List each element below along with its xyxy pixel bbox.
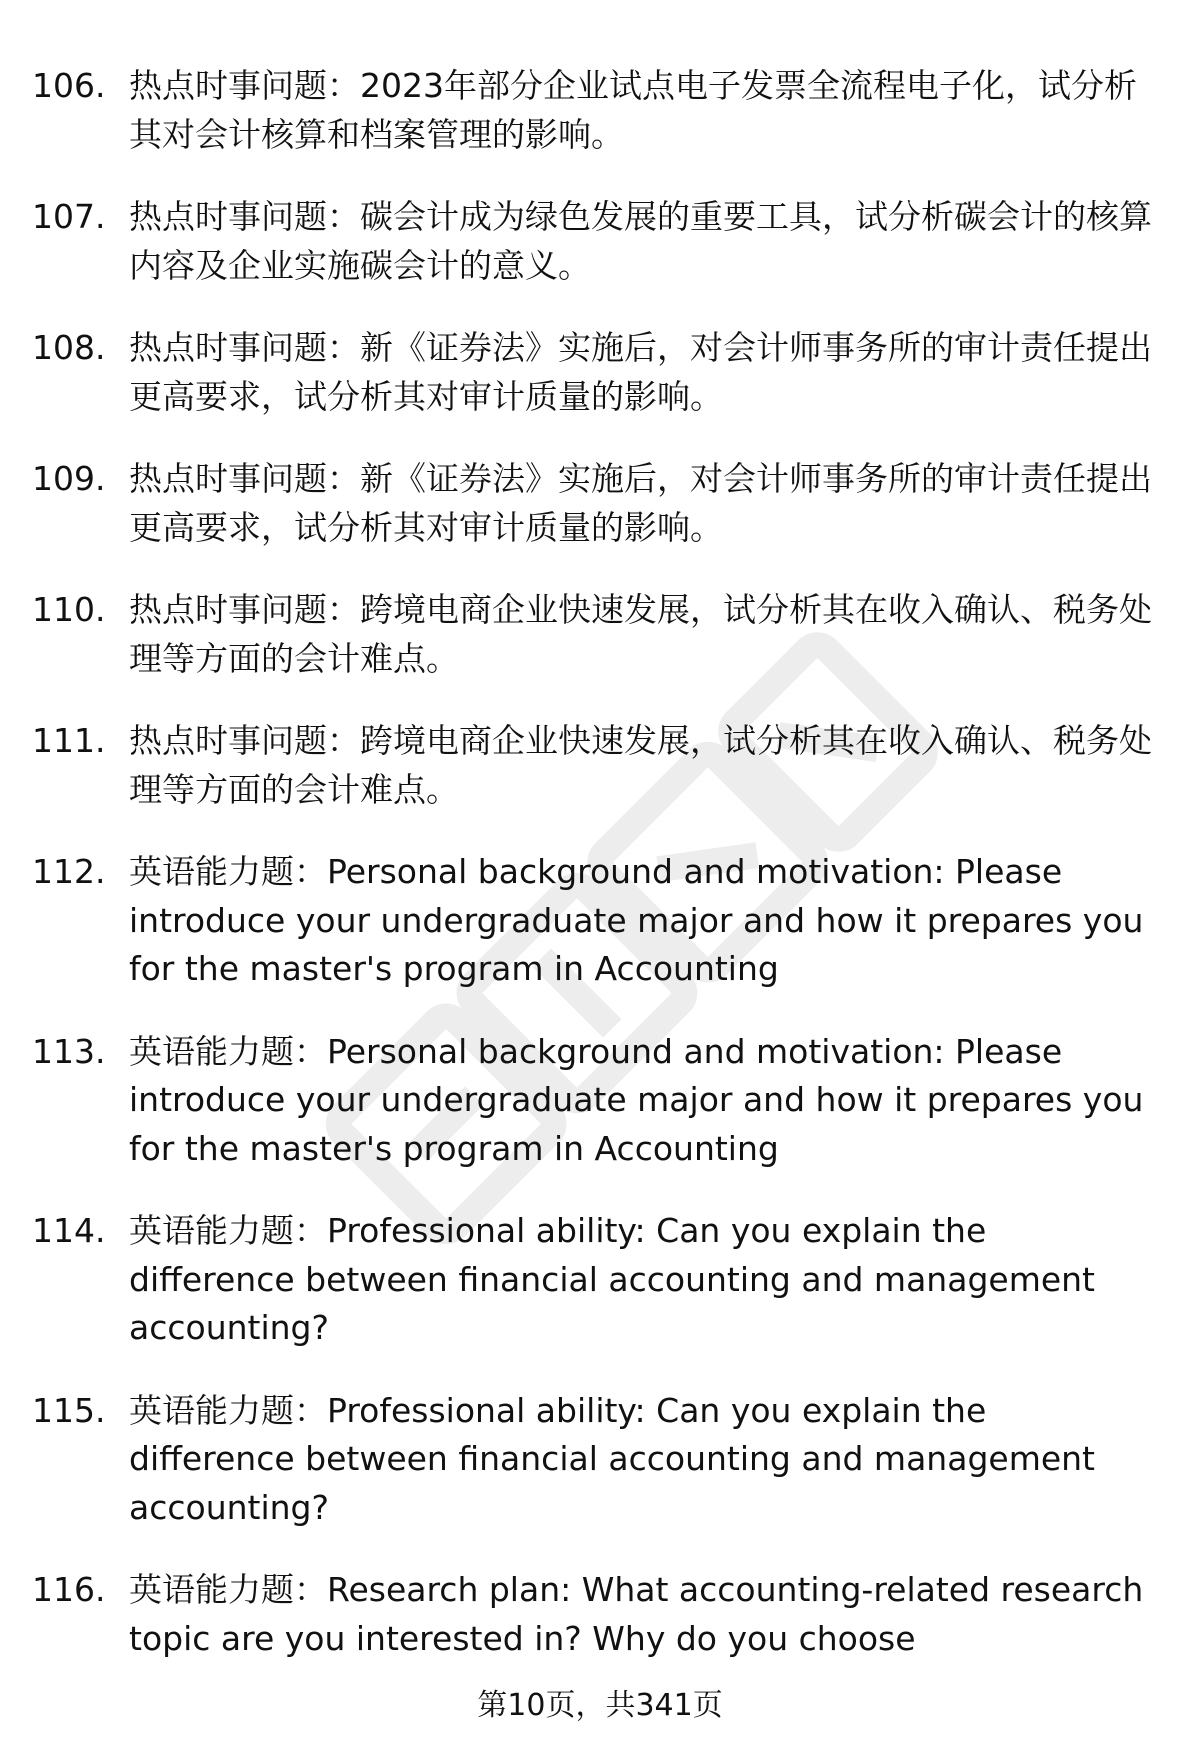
list-item	[0, 62, 1200, 159]
question-text: 热点时事问题：跨境电商企业快速发展，试分析其在收入确认、税务处理等方面的会计难点。	[129, 590, 1152, 678]
question-list	[0, 62, 1200, 1697]
list-item	[0, 717, 1200, 814]
question-text: 热点时事问题：跨境电商企业快速发展，试分析其在收入确认、税务处理等方面的会计难点。	[129, 721, 1152, 809]
question-number: 116.	[32, 1570, 106, 1609]
page-footer: 第10页，共341页	[477, 1688, 723, 1723]
question-number: 106.	[32, 66, 106, 105]
question-text: 英语能力题：Personal background and motivation: Please introduce your undergraduate major and how it prepares you for the master's program in Accounting	[129, 1031, 1144, 1168]
question-number: 111.	[32, 721, 106, 760]
question-number: 113.	[32, 1031, 106, 1071]
question-number: 110.	[32, 590, 106, 629]
list-item	[0, 455, 1200, 552]
question-number: 115.	[32, 1390, 106, 1430]
question-number: 112.	[32, 852, 106, 891]
question-text: 英语能力题：Personal background and motivation: Please introduce your undergraduate major and how it prepares you for the master's program in Accounting	[129, 852, 1144, 988]
question-text: 热点时事问题：新《证券法》实施后，对会计师事务所的审计责任提出更高要求，试分析其对审计质量的影响。	[129, 328, 1152, 416]
question-text: 热点时事问题：2023年部分企业试点电子发票全流程电子化，试分析其对会计核算和档案管理的影响。	[129, 66, 1137, 154]
list-item	[0, 324, 1200, 421]
list-item	[0, 1207, 1200, 1353]
question-text: 英语能力题：Research plan: What accounting-related research topic are you interested in? Why do you choose	[129, 1570, 1144, 1658]
list-item	[0, 586, 1200, 683]
list-item	[0, 1566, 1200, 1663]
question-text: 热点时事问题：碳会计成为绿色发展的重要工具，试分析碳会计的核算内容及企业实施碳会计的意义。	[129, 197, 1152, 285]
list-item	[0, 1028, 1200, 1174]
question-text: 热点时事问题：新《证券法》实施后，对会计师事务所的审计责任提出更高要求，试分析其对审计质量的影响。	[129, 459, 1152, 547]
list-item	[0, 848, 1200, 994]
question-number: 109.	[32, 459, 106, 498]
list-item	[0, 193, 1200, 290]
question-text: 英语能力题：Professional ability: Can you explain the difference between financial accounting and management accounting?	[129, 1390, 1095, 1527]
question-number: 107.	[32, 197, 106, 236]
question-number: 114.	[32, 1211, 106, 1250]
question-text: 英语能力题：Professional ability: Can you explain the difference between financial accounting and management accounting?	[129, 1211, 1095, 1347]
list-item	[0, 1387, 1200, 1533]
question-number: 108.	[32, 328, 106, 367]
